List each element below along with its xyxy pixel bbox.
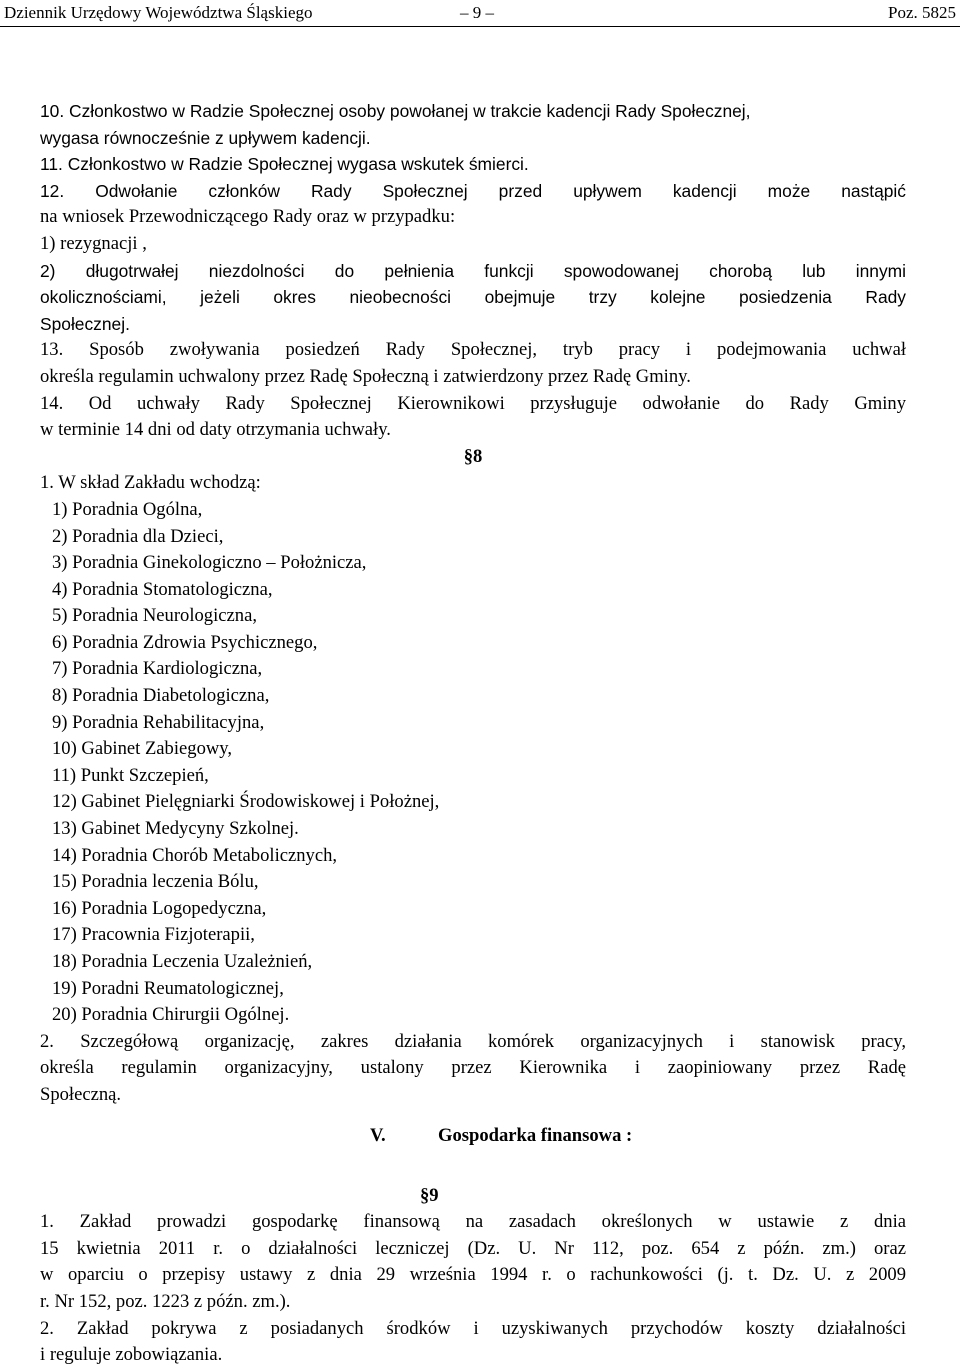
section-9-p1-line-4: r. Nr 152, poz. 1223 z późn. zm.). bbox=[40, 1290, 291, 1312]
list-item: 5) Poradnia Neurologiczna, bbox=[52, 605, 257, 627]
section-8-heading: §8 bbox=[463, 445, 483, 467]
paragraph-12-line-1: 12. Odwołanie członków Rady Społecznej przed upływem kadencji może nastąpić bbox=[40, 180, 906, 201]
document-body bbox=[40, 98, 906, 1369]
section-8-intro: 1. W skład Zakładu wchodzą: bbox=[40, 472, 261, 494]
list-item: 19) Poradni Reumatologicznej, bbox=[52, 977, 284, 999]
list-item: 6) Poradnia Zdrowia Psychicznego, bbox=[52, 631, 318, 653]
page-number: – 9 – bbox=[460, 3, 494, 22]
chapter-heading bbox=[40, 1123, 906, 1183]
position-number: Poz. 5825 bbox=[888, 3, 956, 22]
list-item: 16) Poradnia Logopedyczna, bbox=[52, 897, 267, 919]
section-8-unit-list bbox=[40, 497, 906, 1029]
list-item: 11) Punkt Szczepień, bbox=[52, 764, 209, 786]
paragraph-13-line-1: 13. Sposób zwoływania posiedzeń Rady Społecznej, tryb pracy i podejmowania uchwał bbox=[40, 339, 906, 361]
paragraph-12-point-2-line-1: 2) długotrwałej niezdolności do pełnienia funkcji spowodowanej chorobą lub innymi bbox=[40, 260, 906, 281]
paragraph-13-line-2: określa regulamin uchwalony przez Radę Społeczną i zatwierdzony przez Radę Gminy. bbox=[40, 365, 691, 387]
paragraph-14-line-2: w terminie 14 dni od daty otrzymania uchwały. bbox=[40, 419, 391, 441]
section-8-p2-line-2: określa regulamin organizacyjny, ustalony przez Kierownika i zaopiniowany przez Radę bbox=[40, 1057, 906, 1079]
list-item: 3) Poradnia Ginekologiczno – Położnicza, bbox=[52, 552, 367, 574]
list-item: 18) Poradnia Leczenia Uzależnień, bbox=[52, 951, 313, 972]
paragraph-10-line-1: 10. Członkostwo w Radzie Społecznej osoby powołanej w trakcie kadencji Rady Społecznej, bbox=[40, 101, 751, 121]
list-item: 14) Poradnia Chorób Metabolicznych, bbox=[52, 844, 338, 866]
list-item: 1) Poradnia Ogólna, bbox=[52, 498, 203, 520]
list-item: 7) Poradnia Kardiologiczna, bbox=[52, 658, 263, 680]
list-item: 2) Poradnia dla Dzieci, bbox=[52, 525, 224, 547]
section-9-p1-line-1: 1. Zakład prowadzi gospodarkę finansową na zasadach określonych w ustawie z dnia bbox=[40, 1211, 906, 1233]
paragraph-12-point-2-line-2: okolicznościami, jeżeli okres nieobecności obejmuje trzy kolejne posiedzenia Rady bbox=[40, 287, 906, 308]
section-9-p1-line-2: 15 kwietnia 2011 r. o działalności leczniczej (Dz. U. Nr 112, poz. 654 z późn. zm.) oraz bbox=[40, 1237, 906, 1259]
section-9-p2-line-1: 2. Zakład pokrywa z posiadanych środków i uzyskiwanych przychodów koszty działalności bbox=[40, 1317, 906, 1339]
journal-title: Dziennik Urzędowy Województwa Śląskiego bbox=[4, 3, 313, 22]
paragraph-14-line-1: 14. Od uchwały Rady Społecznej Kierownikowi przysługuje odwołanie do Rady Gminy bbox=[40, 392, 906, 414]
list-item: 13) Gabinet Medycyny Szkolnej. bbox=[52, 818, 299, 840]
list-item: 4) Poradnia Stomatologiczna, bbox=[52, 578, 273, 600]
paragraph-12-line-2: na wniosek Przewodniczącego Rady oraz w przypadku: bbox=[40, 206, 456, 228]
paragraph-10-line-2: wygasa równocześnie z upływem kadencji. bbox=[40, 127, 371, 148]
header-rule bbox=[0, 26, 960, 27]
paragraph-11: 11. Członkostwo w Radzie Społecznej wygasa wskutek śmierci. bbox=[40, 154, 529, 175]
list-item: 15) Poradnia leczenia Bólu, bbox=[52, 871, 259, 893]
section-8-p2-line-1: 2. Szczegółową organizację, zakres działania komórek organizacyjnych i stanowisk pracy, bbox=[40, 1030, 906, 1052]
paragraph-12-point-2-line-3: Społecznej. bbox=[40, 313, 130, 334]
chapter-number: V. bbox=[370, 1124, 386, 1146]
list-item: 8) Poradnia Diabetologiczna, bbox=[52, 685, 270, 707]
list-item: 12) Gabinet Pielęgniarki Środowiskowej i Położnej, bbox=[52, 791, 440, 813]
section-9-heading: §9 bbox=[420, 1184, 439, 1206]
list-item: 20) Poradnia Chirurgii Ogólnej. bbox=[52, 1004, 290, 1026]
chapter-title: Gospodarka finansowa : bbox=[438, 1124, 633, 1146]
page-header bbox=[0, 0, 960, 30]
section-8-p2-line-3: Społeczną. bbox=[40, 1083, 122, 1105]
list-item: 17) Pracownia Fizjoterapii, bbox=[52, 924, 255, 946]
section-9-p2-line-2: i reguluje zobowiązania. bbox=[40, 1344, 223, 1366]
list-item: 9) Poradnia Rehabilitacyjna, bbox=[52, 711, 265, 733]
list-item: 10) Gabinet Zabiegowy, bbox=[52, 738, 233, 760]
paragraph-12-point-1: 1) rezygnacji , bbox=[40, 232, 147, 254]
section-9-p1-line-3: w oparciu o przepisy ustawy z dnia 29 września 1994 r. o rachunkowości (j. t. Dz. U. z 2009 bbox=[40, 1264, 906, 1286]
